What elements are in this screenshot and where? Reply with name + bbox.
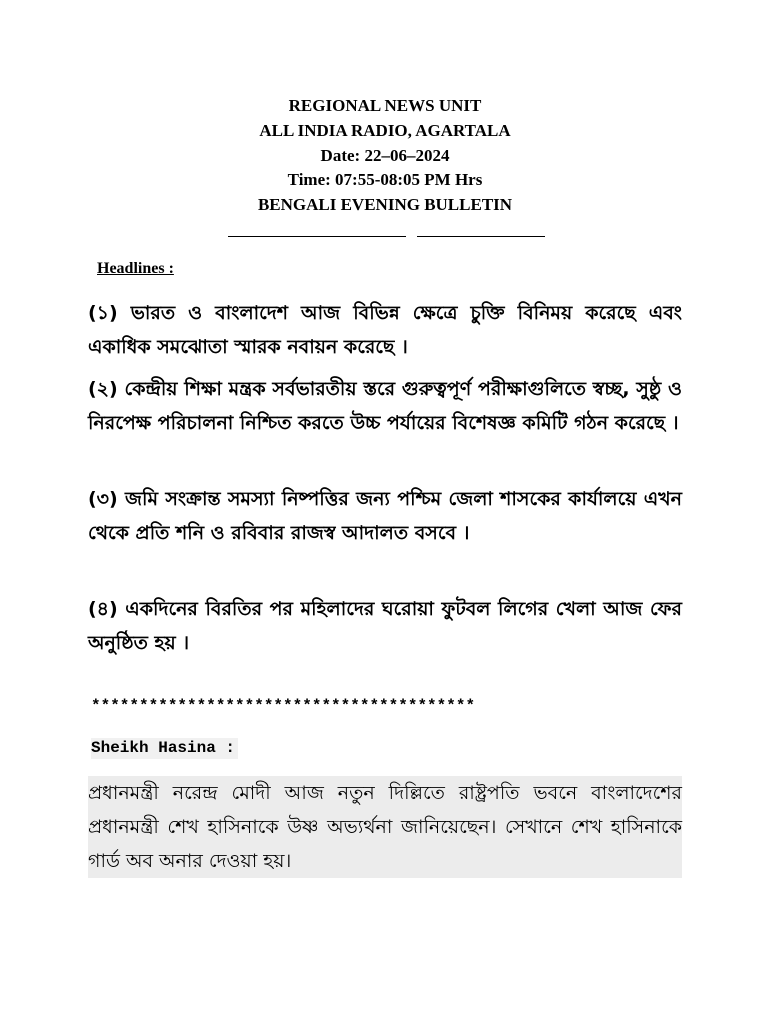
story-label: Sheikh Hasina : [91, 738, 238, 759]
headline-text: (৩) জমি সংক্রান্ত সমস্যা নিষ্পত্তির জন্য পশ্চিম জেলা শাসকের কার্যালয়ে এখন থেকে প্রতি শনি ও রবিবার রাজস্ব আদালত বসবে । [88, 488, 682, 544]
section-separator: **************************************** [91, 697, 476, 715]
header-rule-left [228, 236, 406, 237]
bulletin-date: Date: 22–06–2024 [320, 145, 450, 165]
story-text: প্রধানমন্ত্রী নরেন্দ্র মোদী আজ নতুন দিল্লিতে রাষ্ট্রপতি ভবনে বাংলাদেশের প্রধানমন্ত্রী শেখ হাসিনাকে উষ্ণ অভ্যর্থনা জানিয়েছেন। সেখানে শেখ হাসিনাকে গার্ড অব অনার দেওয়া হয়। [88, 776, 682, 878]
headline-text: (১) ভারত ও বাংলাদেশ আজ বিভিন্ন ক্ষেত্রে চুক্তি বিনিময় করেছে এবং একাধিক সমঝোতা স্মারক নবায়ন করেছে । [88, 302, 682, 358]
station-name: ALL INDIA RADIO, AGARTALA [259, 120, 511, 140]
headline-item-3 [88, 482, 682, 550]
story-body [88, 776, 682, 878]
headline-item-4 [88, 592, 682, 660]
headlines-label: Headlines : [97, 260, 174, 277]
headline-item-2 [88, 372, 682, 440]
header-rule-right [417, 236, 545, 237]
bulletin-header [0, 94, 770, 218]
headline-text: (২) কেন্দ্রীয় শিক্ষা মন্ত্রক সর্বভারতীয় স্তরে গুরুত্বপূর্ণ পরীক্ষাগুলিতে স্বচ্ছ, সুষ্ঠু ও নিরপেক্ষ পরিচালনা নিশ্চিত করতে উচ্চ পর্যায়ের বিশেষজ্ঞ কমিটি গঠন করেছে । [88, 378, 682, 434]
bulletin-time: Time: 07:55-08:05 PM Hrs [287, 170, 483, 190]
unit-name: REGIONAL NEWS UNIT [288, 96, 482, 115]
headline-text: (৪) একদিনের বিরতির পর মহিলাদের ঘরোয়া ফুটবল লিগের খেলা আজ ফের অনুষ্ঠিত হয় । [88, 598, 682, 654]
headline-item-1 [88, 296, 682, 364]
bulletin-title: BENGALI EVENING BULLETIN [257, 195, 513, 215]
